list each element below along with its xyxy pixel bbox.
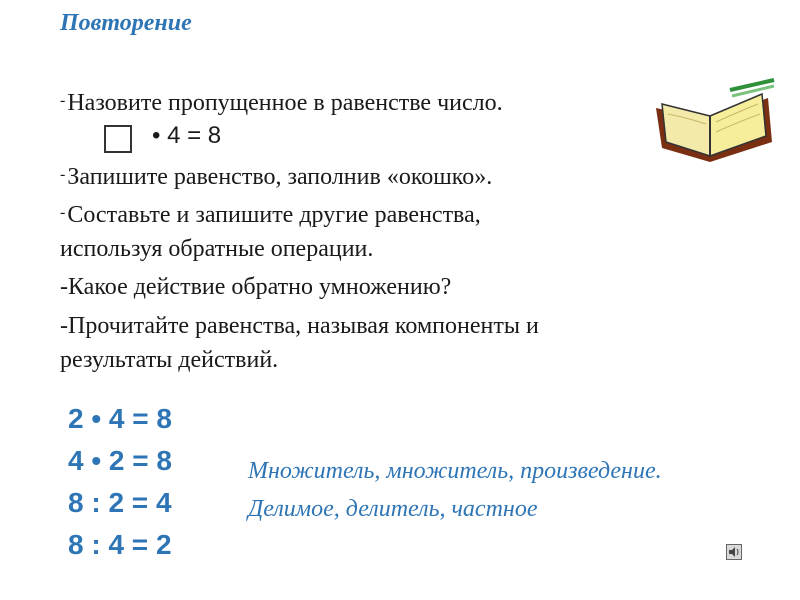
division-components: Делимое, делитель, частное [248, 496, 538, 522]
instruction-line-1 [60, 88, 503, 118]
bullet-dash: - [60, 204, 66, 221]
instruction-line-3b: используя обратные операции. [60, 236, 374, 262]
bullet-dash: - [60, 166, 66, 183]
missing-number-box [104, 125, 132, 153]
speaker-icon[interactable] [726, 544, 742, 560]
components-text [248, 452, 662, 528]
instruction-line-2 [60, 162, 492, 192]
instruction-line-3a [60, 200, 481, 230]
instruction-line-5a: -Прочитайте равенства, называя компоненты и [60, 313, 539, 339]
instruction-text: Составьте и запишите другие равенства, [67, 202, 481, 228]
instruction-text: Запишите равенство, заполнив «окошко». [67, 164, 493, 190]
bullet-dash: - [60, 92, 66, 109]
equation-row: 8 : 2 = 4 [68, 487, 172, 518]
open-book-icon [648, 70, 778, 170]
equation-row: 8 : 4 = 2 [68, 529, 172, 560]
equation-row: 2 • 4 = 8 [68, 403, 172, 434]
speaker-glyph-icon [727, 545, 741, 559]
missing-number-equation: • 4 = 8 [152, 122, 222, 149]
instruction-text: Назовите пропущенное в равенстве число. [67, 90, 503, 116]
slide-title: Повторение [60, 10, 192, 36]
equations-list [68, 398, 172, 566]
instruction-line-5b: результаты действий. [60, 347, 279, 373]
equation-row: 4 • 2 = 8 [68, 445, 172, 476]
multiplication-components: Множитель, множитель, произведение. [248, 458, 662, 484]
instruction-line-4: -Какое действие обратно умножению? [60, 274, 452, 300]
